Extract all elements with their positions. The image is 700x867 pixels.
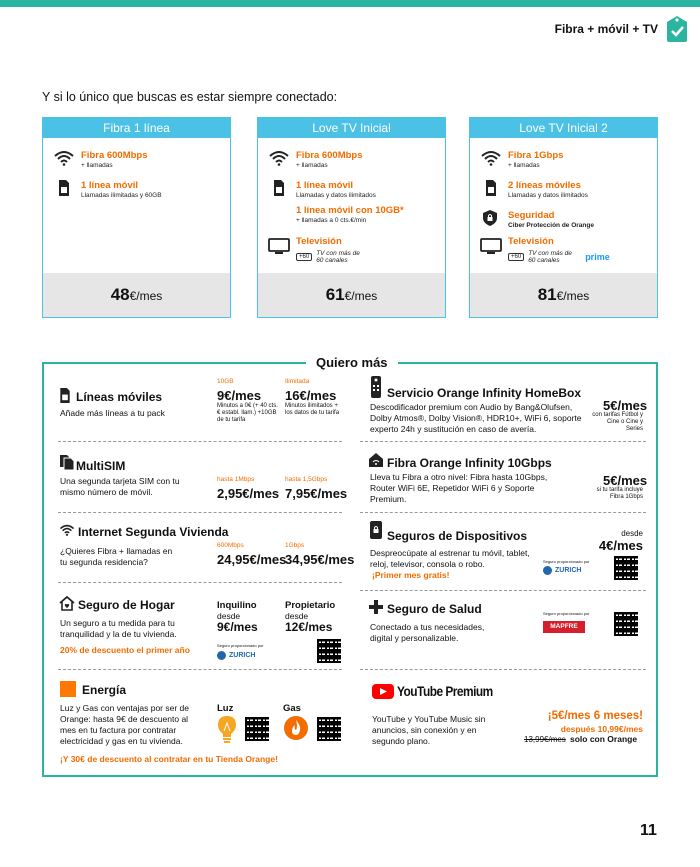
feature-title: Fibra 1Gbps — [508, 150, 564, 161]
feature-title: 2 líneas móviles — [508, 180, 581, 191]
dispositivos-price[interactable]: 4€/mes — [598, 538, 643, 553]
feature-sub: Llamadas ilimitadas y 60GB — [81, 192, 162, 199]
hogar-partner-note: Seguro proporcionado por — [217, 643, 264, 648]
qr-code-icon[interactable] — [317, 639, 341, 663]
divider — [360, 590, 646, 591]
check-tag-icon — [664, 14, 690, 44]
feature-sub: + llamadas a 0 cts.€/min — [296, 217, 367, 224]
divider — [360, 512, 646, 513]
plan-card-fibra-1-linea[interactable] — [42, 117, 231, 318]
sim-icon — [59, 180, 69, 196]
multisim-opt2-price[interactable]: 7,95€/mes — [285, 486, 348, 501]
feature-sub: + llamadas — [508, 162, 540, 169]
page-number: 11 — [640, 822, 657, 839]
lineas-opt2-tag: Ilimitada — [285, 378, 310, 385]
salud-title: Seguro de Salud — [387, 602, 482, 616]
channels-text: TV con más de 60 canales — [528, 250, 572, 264]
card-price — [470, 273, 657, 317]
multisim-opt1-tag: hasta 1Mbps — [217, 476, 255, 483]
multisim-opt2-tag: hasta 1,5Gbps — [285, 476, 328, 483]
channels-text: TV con más de 60 canales — [316, 250, 360, 264]
card-title: Love TV Inicial — [258, 118, 445, 138]
internet-opt2-price[interactable]: 34,95€/mes — [285, 552, 355, 567]
divider — [58, 441, 342, 442]
sim-icon — [60, 388, 70, 403]
price-unit: €/mes — [344, 289, 378, 303]
multisim-opt1-price[interactable]: 2,95€/mes — [217, 486, 280, 501]
zurich-logo — [217, 651, 255, 660]
price-value: 61 — [325, 285, 345, 304]
feature-title: Seguridad — [508, 210, 555, 221]
wifi-icon — [480, 150, 502, 166]
lineas-opt1-tag: 10GB — [217, 378, 234, 385]
youtube-after: después 10,99€/mes — [560, 724, 643, 734]
plan-card-love-tv-inicial[interactable] — [257, 117, 446, 318]
hogar-desc: Un seguro a tu medida para tu tranquilidad y la de tu vivienda. — [60, 618, 177, 639]
section-header: Fibra + móvil + TV — [554, 22, 658, 36]
divider — [58, 582, 342, 583]
hogar-opt2-price[interactable]: 12€/mes — [285, 620, 333, 634]
feature-title: Televisión — [296, 236, 342, 247]
feature-sub: + llamadas — [296, 162, 328, 169]
wifi-icon — [53, 150, 75, 166]
divider — [360, 441, 646, 442]
feature-title: Fibra 600Mbps — [296, 150, 363, 161]
lineas-desc: Añade más líneas a tu pack — [60, 408, 165, 418]
dispositivos-from: desde — [621, 529, 643, 538]
qr-code-icon[interactable] — [614, 556, 638, 580]
price-value: 48 — [110, 285, 130, 304]
price-unit: €/mes — [556, 289, 590, 303]
hogar-promo: 20% de descuento el primer año — [60, 645, 190, 655]
energia-title: Energía — [82, 683, 127, 697]
internet-desc: ¿Quieres Fibra + llamadas en tu segunda residencia? — [60, 546, 173, 567]
qr-code-icon[interactable] — [614, 612, 638, 636]
fibra10-desc: Lleva tu Fibra a otro nivel: Fibra hasta 10Gbps, Router WiFi 6E, Repetidor WiFi 6 y Soporte Premium. — [370, 472, 548, 504]
hogar-opt1-from: desde — [217, 611, 241, 621]
salud-desc: Conectado a tus necesidades, digital y personalizable. — [370, 622, 485, 643]
intro-text: Y si lo único que buscas es estar siempre conectado: — [42, 90, 338, 104]
phone-lock-icon — [370, 521, 382, 539]
hogar-opt2-from: desde — [285, 611, 309, 621]
shield-icon — [483, 210, 497, 226]
homebox-title: Servicio Orange Infinity HomeBox — [387, 386, 582, 400]
youtube-old-price: 13,99€/mes — [524, 735, 566, 744]
flame-icon — [283, 715, 309, 741]
fibra10-title: Fibra Orange Infinity 10Gbps — [387, 456, 552, 470]
youtube-promo: ¡5€/mes 6 meses! — [547, 710, 643, 722]
channels-box: +60 — [296, 253, 312, 261]
plan-card-love-tv-inicial-2[interactable] — [469, 117, 658, 318]
channels-box: +60 — [508, 253, 524, 261]
feature-title: 1 línea móvil — [81, 180, 139, 191]
lineas-opt2-price[interactable]: 16€/mes — [285, 388, 337, 403]
internet-opt2-tag: 1Gbps — [285, 542, 305, 549]
internet-opt1-price[interactable]: 24,95€/mes — [217, 552, 287, 567]
youtube-premium-logo: YouTube Premium — [397, 683, 493, 699]
hogar-opt1-title: Inquilino — [217, 600, 257, 611]
price-unit: €/mes — [129, 289, 163, 303]
tv-icon — [268, 238, 290, 254]
divider — [58, 512, 342, 513]
zurich-icon — [217, 651, 226, 660]
lineas-opt1-desc: Minutos a 0€ (+ 40 cts.€ establ. llam.) +10GB de tu tarifa — [217, 403, 278, 423]
gas-label: Gas — [283, 703, 301, 714]
dispositivos-promo: ¡Primer mes gratis! — [372, 570, 450, 580]
feature-title: 1 línea móvil — [296, 180, 354, 191]
mapfre-logo: MAPFRE — [543, 621, 585, 633]
internet-opt1-tag: 600Mbps — [217, 542, 244, 549]
feature-sub — [508, 250, 610, 264]
homebox-price[interactable]: 5€/mes — [603, 398, 648, 413]
dispositivos-title: Seguros de Dispositivos — [387, 529, 528, 543]
zurich-text: ZURICH — [229, 652, 256, 659]
zurich-text: ZURICH — [555, 567, 582, 574]
multisim-icon — [60, 455, 74, 470]
zurich-icon — [543, 566, 552, 575]
lineas-opt2-desc: Minutos ilimitados + los datos de tu tarifa — [285, 403, 340, 416]
multisim-title: MultiSIM — [76, 459, 126, 473]
feature-title: 1 línea móvil con 10GB* — [296, 205, 404, 216]
orange-logo-icon — [60, 681, 76, 697]
luz-label: Luz — [217, 703, 234, 714]
dispositivos-desc: Despreocúpate al estrenar tu móvil, tablet, reloj, televisor, consola o robo. — [370, 548, 530, 569]
hogar-title: Seguro de Hogar — [78, 598, 175, 612]
top-accent-bar — [0, 0, 700, 7]
feature-title: Fibra 600Mbps — [81, 150, 148, 161]
remote-control-icon — [371, 376, 381, 398]
price-value: 81 — [537, 285, 557, 304]
hogar-opt1-price[interactable]: 9€/mes — [217, 620, 258, 634]
qr-code-icon[interactable] — [317, 717, 341, 741]
divider — [360, 669, 646, 670]
homebox-note: con tarifas Fútbol y Cine o Cine y Series — [592, 412, 643, 432]
feature-sub: Llamadas y datos ilimitados — [296, 192, 376, 199]
house-icon — [59, 596, 75, 611]
card-price — [43, 273, 230, 317]
multisim-desc: Una segunda tarjeta SIM con tu mismo número de móvil. — [60, 476, 180, 497]
wifi-icon — [268, 150, 290, 166]
youtube-only: solo con Orange — [570, 734, 638, 744]
fibra10-note: si tu tarifa incluye Fibra 1Gbps — [596, 487, 643, 500]
lineas-title: Líneas móviles — [76, 390, 163, 404]
feature-title: Televisión — [508, 236, 554, 247]
salud-partner-note: Seguro proporcionado por — [543, 611, 590, 616]
feature-sub: Llamadas y datos ilimitados — [508, 192, 588, 199]
qr-code-icon[interactable] — [245, 717, 269, 741]
divider — [58, 669, 342, 670]
feature-sub — [296, 250, 361, 264]
youtube-desc: YouTube y YouTube Music sin anuncios, sin conexión y en segundo plano. — [372, 714, 486, 746]
card-title: Fibra 1 línea — [43, 118, 230, 138]
card-price — [258, 273, 445, 317]
feature-sub: Ciber Protección de Orange — [508, 222, 594, 229]
energia-desc: Luz y Gas con ventajas por ser de Orange: hasta 9€ de descuento al mes en tu factura por contratar electricidad y gas en tu vivienda. — [60, 703, 189, 746]
hogar-opt2-title: Propietario — [285, 600, 336, 611]
health-cross-icon — [369, 600, 383, 614]
quiero-mas-title: Quiero más — [306, 355, 398, 370]
internet-title: Internet Segunda Vivienda — [78, 525, 229, 539]
card-title: Love TV Inicial 2 — [470, 118, 657, 138]
feature-sub: + llamadas — [81, 162, 113, 169]
dispositivos-partner-note: Seguro proporcionado por — [543, 559, 590, 564]
fibra10-price[interactable]: 5€/mes — [603, 473, 648, 488]
tv-icon — [480, 238, 502, 254]
lightbulb-icon — [217, 715, 237, 743]
lineas-opt1-price[interactable]: 9€/mes — [217, 388, 262, 403]
energia-promo: ¡Y 30€ de descuento al contratar en tu Tienda Orange! — [60, 754, 278, 764]
sim-icon — [274, 180, 284, 196]
youtube-play-icon — [372, 684, 394, 699]
house-wifi-icon — [369, 453, 383, 467]
homebox-desc: Descodificador premium con Audio by Bang&Olufsen, Dolby Atmos®, Dolby Vision®, HDR10+, WiFi 6, soporte experto 24h y sustitución en caso de avería. — [370, 402, 582, 434]
prime-video-logo: prime — [585, 252, 610, 262]
sim-icon — [486, 180, 496, 196]
zurich-logo — [543, 566, 581, 575]
wifi-icon — [59, 524, 75, 536]
